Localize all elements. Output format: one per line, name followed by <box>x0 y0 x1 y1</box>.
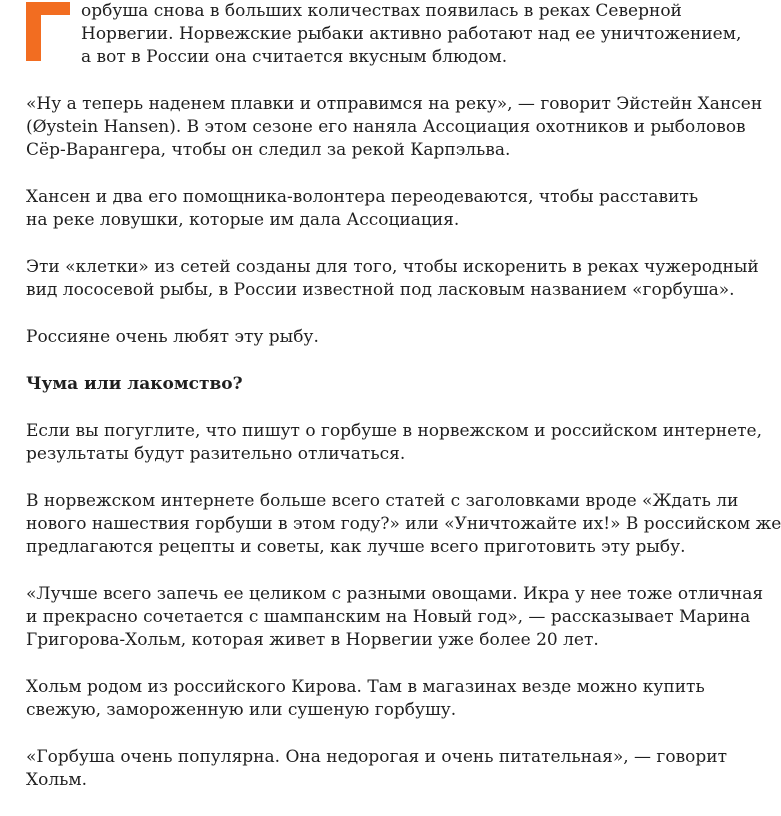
lead-line: а вот в России она считается вкусным блюдом. <box>81 47 508 67</box>
paragraph <box>26 93 763 162</box>
paragraph-line: Хольм. <box>26 770 88 790</box>
paragraph <box>26 746 727 792</box>
paragraph-line: «Лучше всего запечь ее целиком с разными овощами. Икра у нее тоже отличная <box>26 584 764 604</box>
paragraph-line: нового нашествия горбуши в этом году?» или «Уничтожайте их!» В российском же <box>26 514 781 534</box>
paragraph-line: Если вы погуглите, что пишут о горбуше в норвежском и российском интернете, <box>26 421 763 441</box>
paragraph-line: Сёр-Варангера, чтобы он следил за рекой Карпэльва. <box>26 140 511 160</box>
lead-paragraph <box>26 0 742 69</box>
paragraph-line: В норвежском интернете больше всего статей с заголовками вроде «Ждать ли <box>26 491 739 511</box>
paragraph-line: вид лососевой рыбы, в России известной под ласковым названием «горбуша». <box>26 280 735 300</box>
lead-line: Норвегии. Норвежские рыбаки активно работают над ее уничтожением, <box>81 24 742 44</box>
drop-cap-letter <box>26 2 70 61</box>
paragraph-line: и прекрасно сочетается с шампанским на Новый год», — рассказывает Марина <box>26 607 751 627</box>
paragraph <box>26 583 764 652</box>
paragraph-line: «Ну а теперь наденем плавки и отправимся на реку», — говорит Эйстейн Хансен <box>26 94 763 114</box>
section-subheading: Чума или лакомство? <box>26 374 243 394</box>
paragraph-line: свежую, замороженную или сушеную горбушу. <box>26 700 457 720</box>
paragraph-line: предлагаются рецепты и советы, как лучше всего приготовить эту рыбу. <box>26 537 686 557</box>
paragraph-line: Эти «клетки» из сетей созданы для того, чтобы искоренить в реках чужеродный <box>26 257 759 277</box>
paragraph <box>26 186 699 232</box>
paragraph <box>26 420 763 466</box>
paragraph-line: «Горбуша очень популярна. Она недорогая и очень питательная», — говорит <box>26 747 727 767</box>
paragraph <box>26 676 705 722</box>
paragraph-line: результаты будут разительно отличаться. <box>26 444 406 464</box>
paragraph-line: Хольм родом из российского Кирова. Там в магазинах везде можно купить <box>26 677 705 697</box>
paragraph-line: Григорова-Хольм, которая живет в Норвегии уже более 20 лет. <box>26 630 599 650</box>
paragraph <box>26 490 781 559</box>
paragraph-line: Россияне очень любят эту рыбу. <box>26 327 319 347</box>
article-body <box>26 0 781 816</box>
paragraph <box>26 256 759 302</box>
paragraph-line: на реке ловушки, которые им дала Ассоциация. <box>26 210 460 230</box>
paragraph-line: Хансен и два его помощника-волонтера переодеваются, чтобы расставить <box>26 187 699 207</box>
lead-line: орбуша снова в больших количествах появилась в реках Северной <box>81 1 682 21</box>
paragraph <box>26 326 676 349</box>
paragraph-line: (Øystein Hansen). В этом сезоне его наняла Ассоциация охотников и рыболовов <box>26 117 746 137</box>
